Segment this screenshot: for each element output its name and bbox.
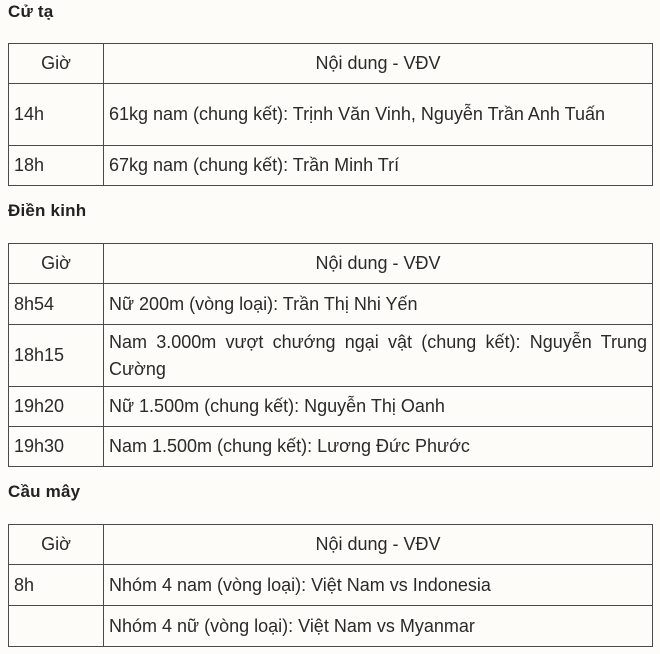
time-cell: 18h bbox=[9, 146, 104, 186]
header-time: Giờ bbox=[9, 44, 104, 84]
content-cell: Nam 3.000m vượt chướng ngại vật (chung kết): Nguyễn Trung Cường bbox=[104, 325, 653, 387]
table-row bbox=[9, 565, 653, 606]
header-time: Giờ bbox=[9, 525, 104, 565]
table-header-row bbox=[9, 525, 653, 565]
content-cell: Nữ 1.500m (chung kết): Nguyễn Thị Oanh bbox=[104, 387, 653, 427]
header-content: Nội dung - VĐV bbox=[104, 44, 653, 84]
header-content: Nội dung - VĐV bbox=[104, 244, 653, 284]
content-cell: Nhóm 4 nữ (vòng loại): Việt Nam vs Myanmar bbox=[104, 606, 653, 647]
section-weightlifting bbox=[8, 2, 652, 175]
table-header-row bbox=[9, 244, 653, 284]
table-header-row bbox=[9, 44, 653, 84]
time-cell bbox=[9, 606, 104, 647]
time-cell: 18h15 bbox=[9, 325, 104, 387]
content-cell: 61kg nam (chung kết): Trịnh Văn Vinh, Nguyễn Trần Anh Tuấn bbox=[104, 84, 653, 146]
section-sepak-takraw bbox=[8, 482, 652, 636]
table-row bbox=[9, 84, 653, 146]
schedule-table bbox=[8, 43, 653, 186]
section-title: Cử tạ bbox=[8, 2, 54, 21]
table-row bbox=[9, 325, 653, 387]
time-cell: 19h20 bbox=[9, 387, 104, 427]
table-row bbox=[9, 427, 653, 467]
content-cell: Nam 1.500m (chung kết): Lương Đức Phước bbox=[104, 427, 653, 467]
table-row bbox=[9, 387, 653, 427]
section-athletics bbox=[8, 201, 652, 456]
table-row bbox=[9, 284, 653, 325]
time-cell: 19h30 bbox=[9, 427, 104, 467]
content-cell: Nhóm 4 nam (vòng loại): Việt Nam vs Indonesia bbox=[104, 565, 653, 606]
time-cell: 8h bbox=[9, 565, 104, 606]
content-cell: Nữ 200m (vòng loại): Trần Thị Nhi Yến bbox=[104, 284, 653, 325]
header-time: Giờ bbox=[9, 244, 104, 284]
table-row bbox=[9, 606, 653, 647]
content-cell: 67kg nam (chung kết): Trần Minh Trí bbox=[104, 146, 653, 186]
schedule-table bbox=[8, 243, 653, 467]
schedule-table bbox=[8, 524, 653, 647]
table-row bbox=[9, 146, 653, 186]
time-cell: 8h54 bbox=[9, 284, 104, 325]
header-content: Nội dung - VĐV bbox=[104, 525, 653, 565]
section-title: Điền kinh bbox=[8, 201, 87, 220]
section-title: Cầu mây bbox=[8, 482, 81, 501]
time-cell: 14h bbox=[9, 84, 104, 146]
